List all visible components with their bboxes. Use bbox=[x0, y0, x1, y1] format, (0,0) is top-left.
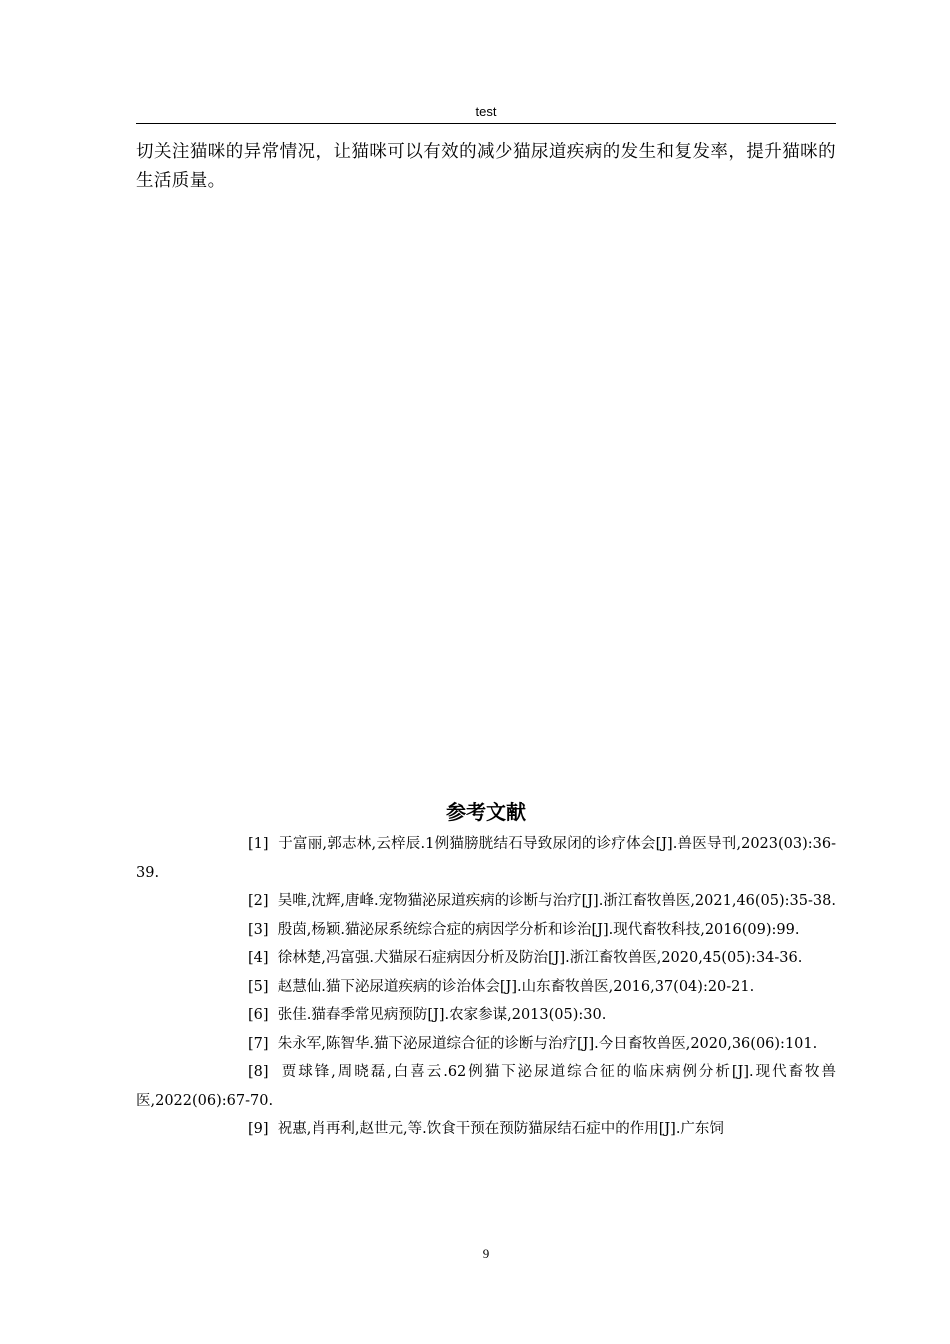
reference-text: 贾球锋,周晓磊,白喜云.62例猫下泌尿道综合征的临床病例分析[J].现代畜牧兽医,2022(06):67-70. bbox=[136, 1064, 837, 1109]
reference-text: 朱永军,陈智华.猫下泌尿道综合征的诊断与治疗[J].今日畜牧兽医,2020,36(06):101. bbox=[277, 1035, 818, 1052]
reference-number: [7] bbox=[248, 1035, 269, 1052]
references-list bbox=[136, 830, 837, 1144]
page-header: test bbox=[475, 104, 497, 119]
reference-item bbox=[136, 1058, 836, 1115]
reference-item bbox=[136, 1001, 836, 1030]
references-title: 参考文献 bbox=[446, 800, 526, 824]
reference-item bbox=[136, 830, 836, 887]
page-number: 9 bbox=[482, 1246, 490, 1261]
reference-number: [9] bbox=[248, 1121, 269, 1137]
reference-item bbox=[136, 1115, 836, 1144]
reference-number: [4] bbox=[248, 950, 269, 966]
reference-text: 于富丽,郭志林,云梓辰.1例猫膀胱结石导致尿闭的诊疗体会[J].兽医导刊,2023(03):36-39. bbox=[136, 836, 837, 881]
reference-number: [8] bbox=[248, 1064, 269, 1080]
reference-text: 殷茵,杨颖.猫泌尿系统综合症的病因学分析和诊治[J].现代畜牧科技,2016(09):99. bbox=[277, 921, 800, 938]
reference-item bbox=[136, 916, 836, 945]
reference-text: 祝惠,肖再利,赵世元,等.饮食干预在预防猫尿结石症中的作用[J].广东饲 bbox=[277, 1121, 724, 1137]
reference-number: [5] bbox=[248, 978, 269, 995]
reference-item bbox=[136, 944, 836, 973]
reference-text: 赵慧仙.猫下泌尿道疾病的诊治体会[J].山东畜牧兽医,2016,37(04):20-21. bbox=[277, 978, 755, 995]
reference-number: [3] bbox=[248, 921, 269, 938]
reference-text: 徐林楚,冯富强.犬猫尿石症病因分析及防治[J].浙江畜牧兽医,2020,45(05):34-36. bbox=[277, 950, 803, 966]
reference-number: [2] bbox=[248, 893, 269, 909]
reference-number: [6] bbox=[248, 1007, 269, 1023]
body-paragraph: 切关注猫咪的异常情况，让猫咪可以有效的减少猫尿道疾病的发生和复发率，提升猫咪的生活质量。 bbox=[136, 142, 836, 191]
reference-item bbox=[136, 1030, 836, 1059]
header-rule bbox=[136, 123, 836, 124]
reference-number: [1] bbox=[248, 836, 269, 852]
reference-text: 张佳.猫春季常见病预防[J].农家参谋,2013(05):30. bbox=[277, 1007, 607, 1023]
reference-text: 吴唯,沈辉,唐峰.宠物猫泌尿道疾病的诊断与治疗[J].浙江畜牧兽医,2021,46(05):35-38. bbox=[277, 893, 836, 909]
reference-item bbox=[136, 973, 836, 1002]
reference-item bbox=[136, 887, 836, 916]
